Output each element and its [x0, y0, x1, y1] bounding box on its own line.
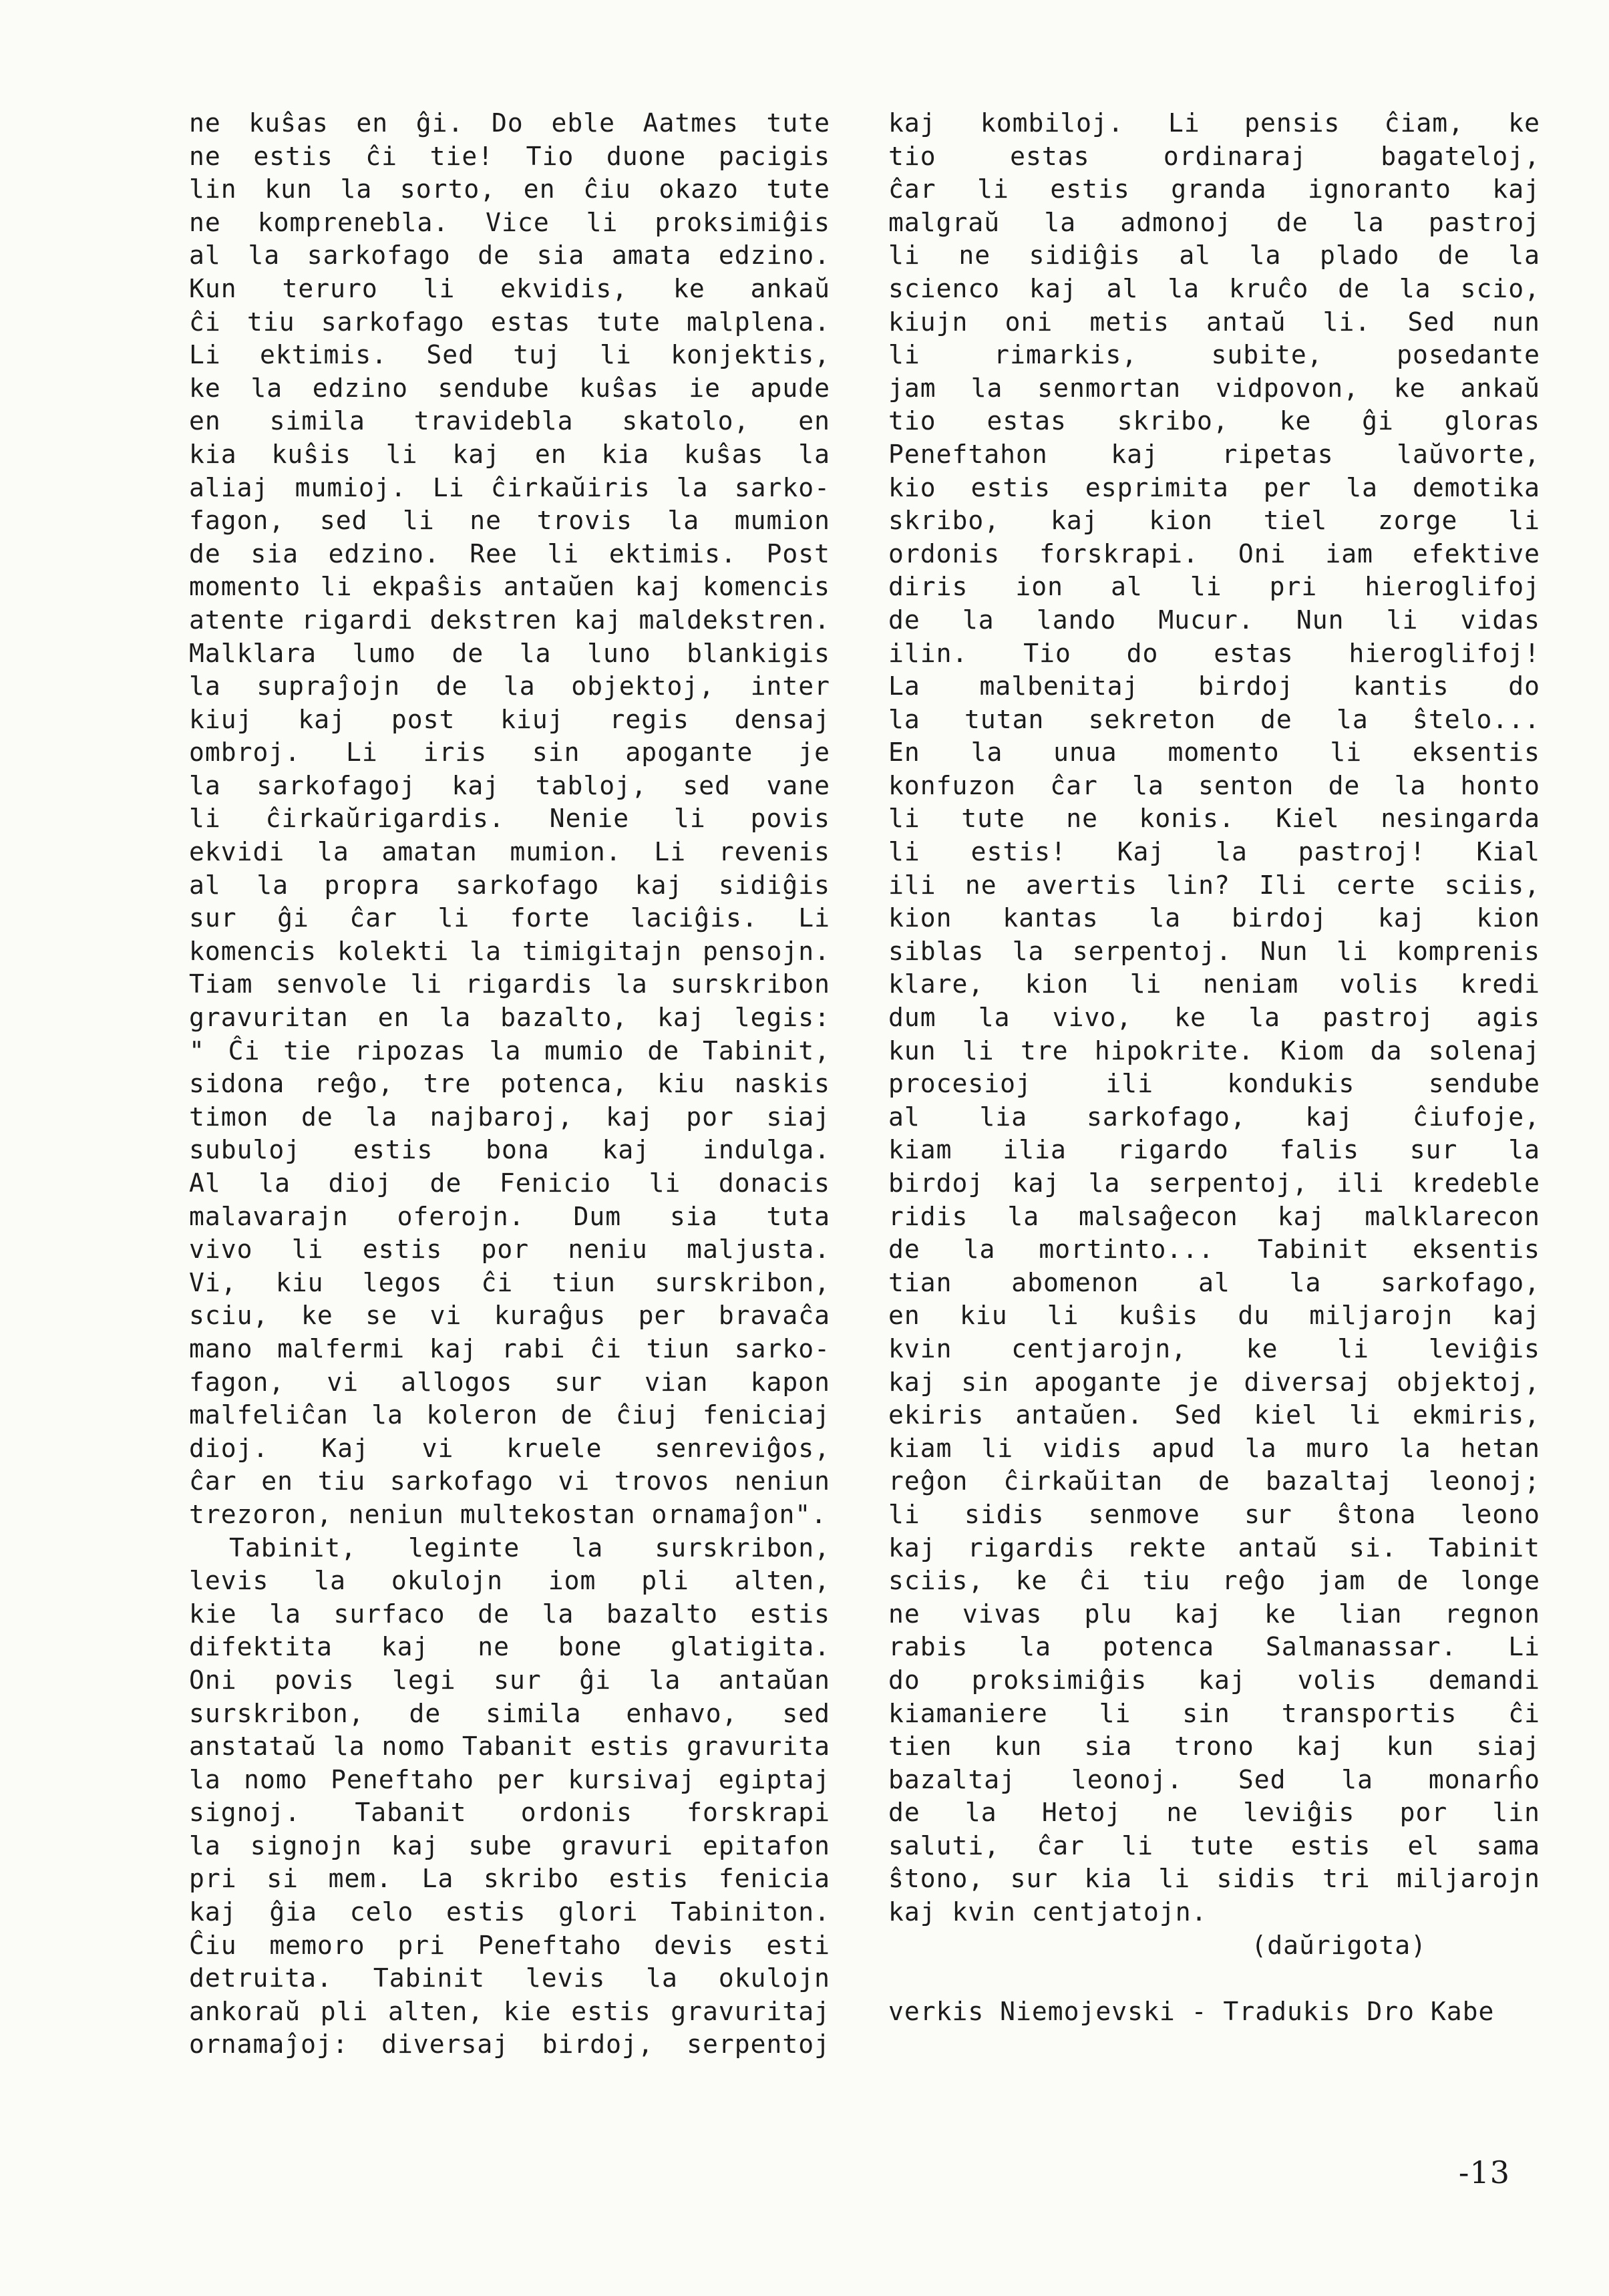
text-line: kvin centjarojn, ke li leviĝis — [888, 1333, 1540, 1363]
text-line: al lia sarkofago, kaj ĉiufoje, — [888, 1102, 1540, 1132]
text-line: kiamaniere li sin transportis ĉi — [888, 1698, 1540, 1728]
text-line: li ne sidiĝis al la plado de la — [888, 240, 1540, 271]
text-line: ne vivas plu kaj ke lian regnon — [888, 1599, 1540, 1629]
text-line: la tutan sekreton de la ŝtelo... — [888, 704, 1540, 734]
text-line: kia kuŝis li kaj en kia kuŝas la — [189, 439, 830, 469]
text-line: saluti, ĉar li tute estis el sama — [888, 1830, 1540, 1860]
text-line: ankoraŭ pli alten, kie estis gravuritaj — [189, 1996, 830, 2026]
text-line: li tute ne konis. Kiel nesingarda — [888, 804, 1540, 834]
text-line: sur ĝi ĉar li forte laciĝis. Li — [189, 903, 830, 933]
text-line: sciis, ke ĉi tiu reĝo jam de longe — [888, 1566, 1540, 1596]
text-line: ornamaĵoj: diversaj birdoj, serpentoj — [189, 2029, 830, 2060]
text-line: konfuzon ĉar la senton de la honto — [888, 770, 1540, 800]
text-line: la nomo Peneftaho per kursivaj egiptaj — [189, 1764, 830, 1794]
text-line: Li ektimis. Sed tuj li konjektis, — [189, 340, 830, 370]
text-line: Malklara lumo de la luno blankigis — [189, 638, 830, 668]
text-line: kaj rigardis rekte antaŭ si. Tabinit — [888, 1532, 1540, 1563]
text-line: li ĉirkaŭrigardis. Nenie li povis — [189, 804, 830, 834]
text-line: kiam li vidis apud la muro la hetan — [888, 1433, 1540, 1463]
text-line: ekiris antaŭen. Sed kiel li ekmiris, — [888, 1400, 1540, 1430]
text-line: ili ne avertis lin? Ili certe sciis, — [888, 870, 1540, 900]
text-line: li rimarkis, subite, posedante — [888, 340, 1540, 370]
text-line: timon de la najbaroj, kaj por siaj — [189, 1102, 830, 1132]
text-line: kiam ilia rigardo falis sur la — [888, 1135, 1540, 1165]
text-line: siblas la serpentoj. Nun li komprenis — [888, 936, 1540, 966]
text-line: detruita. Tabinit levis la okulojn — [189, 1963, 830, 1993]
text-line: levis la okulojn iom pli alten, — [189, 1566, 830, 1596]
text-line: li sidis senmove sur ŝtona leono — [888, 1499, 1540, 1529]
text-line: Tabinit, leginte la surskribon, — [229, 1532, 830, 1563]
text-line: Oni povis legi sur ĝi la antaŭan — [189, 1665, 830, 1695]
text-line: kaj sin apogante je diversaj objektoj, — [888, 1367, 1540, 1397]
text-line: ĉar li estis granda ignoranto kaj — [888, 174, 1540, 204]
text-line: difektita kaj ne bone glatigita. — [189, 1632, 830, 1662]
text-line: ĉi tiu sarkofago estas tute malplena. — [189, 307, 830, 337]
text-line: tio estas ordinaraj bagateloj, — [888, 141, 1540, 171]
text-line: kio estis esprimita per la demotika — [888, 472, 1540, 502]
text-line: trezoron, neniun multekostan ornamaĵon". — [189, 1499, 828, 1529]
text-line: diris ion al li pri hieroglifoj — [888, 572, 1540, 602]
text-line: ekvidi la amatan mumion. Li revenis — [189, 837, 830, 867]
text-line: skribo, kaj kion tiel zorge li — [888, 506, 1540, 536]
text-line: rabis la potenca Salmanassar. Li — [888, 1632, 1540, 1662]
text-line: kaj kvin centjatojn. — [888, 1897, 1208, 1927]
text-line: li estis! Kaj la pastroj! Kial — [888, 837, 1540, 867]
text-line: reĝon ĉirkaŭitan de bazaltaj leonoj; — [888, 1466, 1540, 1496]
text-line: ne kuŝas en ĝi. Do eble Aatmes tute — [189, 108, 830, 138]
text-line: ne komprenebla. Vice li proksimiĝis — [189, 207, 830, 237]
text-line: mano malfermi kaj rabi ĉi tiun sarko- — [189, 1333, 830, 1363]
text-line: kaj ĝia celo estis glori Tabiniton. — [189, 1897, 830, 1927]
right-column — [888, 107, 1540, 2028]
text-line: en kiu li kuŝis du miljarojn kaj — [888, 1301, 1540, 1331]
text-line: kie la surfaco de la bazalto estis — [189, 1599, 830, 1629]
text-line: lin kun la sorto, en ĉiu okazo tute — [189, 174, 830, 204]
text-line: ne estis ĉi tie! Tio duone pacigis — [189, 141, 830, 171]
text-line: kun li tre hipokrite. Kiom da solenaj — [888, 1035, 1540, 1065]
text-line: ilin. Tio do estas hieroglifoj! — [888, 638, 1540, 668]
text-line: Peneftahon kaj ripetas laŭvorte, — [888, 439, 1540, 469]
text-line: komencis kolekti la timigitajn pensojn. — [189, 936, 830, 966]
page-number: -13 — [1458, 2154, 1510, 2190]
text-line: al la sarkofago de sia amata edzino. — [189, 240, 830, 271]
text-line: de la mortinto... Tabinit eksentis — [888, 1235, 1540, 1265]
text-line: tian abomenon al la sarkofago, — [888, 1267, 1540, 1297]
text-line: ordonis forskrapi. Oni iam efektive — [888, 538, 1540, 568]
text-line: aliaj mumioj. Li ĉirkaŭiris la sarko- — [189, 472, 830, 502]
text-line: fagon, vi allogos sur vian kapon — [189, 1367, 830, 1397]
text-line: jam la senmortan vidpovon, ke ankaŭ — [888, 373, 1540, 403]
text-line: klare, kion li neniam volis kredi — [888, 969, 1540, 999]
text-line: malfeliĉan la koleron de ĉiuj feniciaj — [189, 1400, 830, 1430]
text-line: Al la dioj de Fenicio li donacis — [189, 1168, 830, 1198]
text-line: ridis la malsaĝecon kaj malklarecon — [888, 1201, 1540, 1231]
text-line: la sarkofagoj kaj tabloj, sed vane — [189, 770, 830, 800]
text-line: kaj kombiloj. Li pensis ĉiam, ke — [888, 108, 1540, 138]
text-line: surskribon, de simila enhavo, sed — [189, 1698, 830, 1728]
author-credit: verkis Niemojevski - Tradukis Dro Kabe — [888, 1996, 1495, 2026]
text-line: scienco kaj al la kruĉo de la scio, — [888, 273, 1540, 303]
text-line: " Ĉi tie ripozas la mumio de Tabinit, — [189, 1035, 830, 1065]
text-line: sciu, ke se vi kuraĝus per bravaĉa — [189, 1301, 830, 1331]
text-line: La malbenitaj birdoj kantis do — [888, 671, 1540, 701]
text-line: Tiam senvole li rigardis la surskribon — [189, 969, 830, 999]
text-line: de la lando Mucur. Nun li vidas — [888, 605, 1540, 635]
text-line: dum la vivo, ke la pastroj agis — [888, 1003, 1540, 1033]
text-line: ombroj. Li iris sin apogante je — [189, 737, 830, 768]
text-line: malgraŭ la admonoj de la pastroj — [888, 207, 1540, 237]
text-line: momento li ekpaŝis antaŭen kaj komencis — [189, 572, 830, 602]
text-line: birdoj kaj la serpentoj, ili kredeble — [888, 1168, 1540, 1198]
text-line: la signojn kaj sube gravuri epitafon — [189, 1830, 830, 1860]
text-line: al la propra sarkofago kaj sidiĝis — [189, 870, 830, 900]
text-line: sidona reĝo, tre potenca, kiu naskis — [189, 1069, 830, 1099]
text-line: atente rigardi dekstren kaj maldekstren. — [189, 605, 830, 635]
text-line: malavarajn oferojn. Dum sia tuta — [189, 1201, 830, 1231]
text-line: en simila travidebla skatolo, en — [189, 406, 830, 436]
continued-note: (daŭrigota) — [1251, 1930, 1427, 1960]
text-line: la supraĵojn de la objektoj, inter — [189, 671, 830, 701]
text-line: do proksimiĝis kaj volis demandi — [888, 1665, 1540, 1695]
text-line: ŝtono, sur kia li sidis tri miljarojn — [888, 1864, 1540, 1894]
text-line: pri si mem. La skribo estis fenicia — [189, 1864, 830, 1894]
text-line: subuloj estis bona kaj indulga. — [189, 1135, 830, 1165]
text-line: Kun teruro li ekvidis, ke ankaŭ — [189, 273, 830, 303]
text-line: kiuj kaj post kiuj regis densaj — [189, 704, 830, 734]
text-line: En la unua momento li eksentis — [888, 737, 1540, 768]
text-line: de la Hetoj ne leviĝis por lin — [888, 1798, 1540, 1828]
text-line: kion kantas la birdoj kaj kion — [888, 903, 1540, 933]
left-column — [189, 107, 830, 2062]
text-line: Vi, kiu legos ĉi tiun surskribon, — [189, 1267, 830, 1297]
text-line: bazaltaj leonoj. Sed la monarĥo — [888, 1764, 1540, 1794]
text-line: procesioj ili kondukis sendube — [888, 1069, 1540, 1099]
text-line: fagon, sed li ne trovis la mumion — [189, 506, 830, 536]
text-line: signoj. Tabanit ordonis forskrapi — [189, 1798, 830, 1828]
text-line: ĉar en tiu sarkofago vi trovos neniun — [189, 1466, 830, 1496]
text-line: gravuritan en la bazalto, kaj legis: — [189, 1003, 830, 1033]
text-line: de sia edzino. Ree li ektimis. Post — [189, 538, 830, 568]
text-line: anstataŭ la nomo Tabanit estis gravurita — [189, 1732, 830, 1762]
text-line: tien kun sia trono kaj kun siaj — [888, 1732, 1540, 1762]
text-line: tio estas skribo, ke ĝi gloras — [888, 406, 1540, 436]
text-line: Ĉiu memoro pri Peneftaho devis esti — [189, 1930, 830, 1960]
text-line: kiujn oni metis antaŭ li. Sed nun — [888, 307, 1540, 337]
text-line: vivo li estis por neniu maljusta. — [189, 1235, 830, 1265]
text-line: ke la edzino sendube kuŝas ie apude — [189, 373, 830, 403]
text-line: dioj. Kaj vi kruele senreviĝos, — [189, 1433, 830, 1463]
